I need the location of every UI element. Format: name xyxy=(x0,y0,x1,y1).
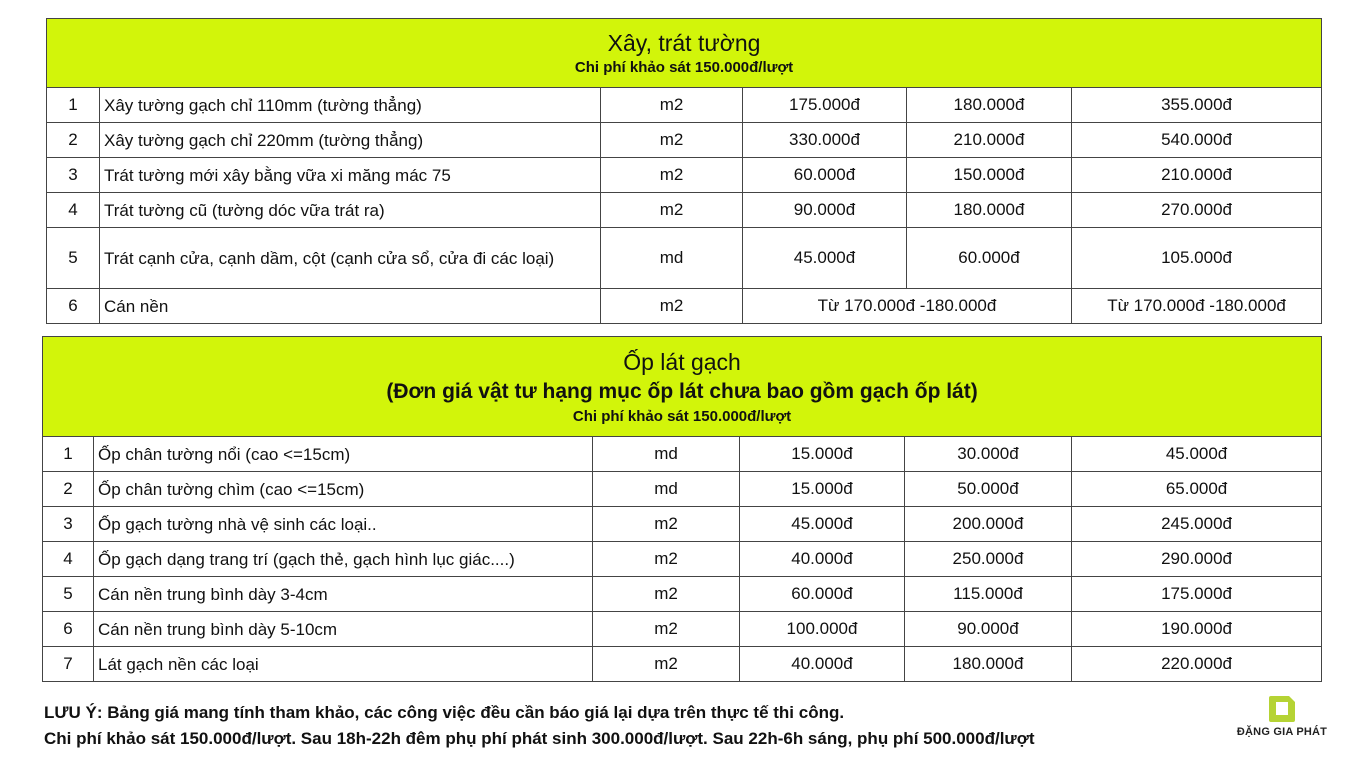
price-range-cell: Từ 170.000đ -180.000đ xyxy=(743,289,1072,324)
table-row xyxy=(47,289,1322,324)
table-row xyxy=(43,577,1322,612)
total-cell: 540.000đ xyxy=(1072,123,1322,158)
row-number: 5 xyxy=(47,228,100,289)
footer-note xyxy=(44,700,1034,752)
work-item-name: Cán nền trung bình dày 3-4cm xyxy=(94,577,593,612)
table-row xyxy=(43,507,1322,542)
unit-cell: m2 xyxy=(593,647,740,682)
work-item-name: Ốp chân tường nổi (cao <=15cm) xyxy=(94,437,593,472)
total-cell: 210.000đ xyxy=(1072,158,1322,193)
table-row xyxy=(43,437,1322,472)
work-item-name: Cán nền trung bình dày 5-10cm xyxy=(94,612,593,647)
labor-price-cell: 100.000đ xyxy=(740,612,905,647)
labor-price-cell: 60.000đ xyxy=(743,158,907,193)
work-item-name: Trát tường mới xây bằng vữa xi măng mác 75 xyxy=(100,158,601,193)
labor-price-cell: 45.000đ xyxy=(740,507,905,542)
total-cell: 45.000đ xyxy=(1072,437,1322,472)
unit-cell: m2 xyxy=(601,158,743,193)
table-row xyxy=(47,88,1322,123)
unit-cell: m2 xyxy=(593,612,740,647)
survey-fee-note: Chi phí khảo sát 150.000đ/lượt xyxy=(572,407,792,425)
row-number: 2 xyxy=(43,472,94,507)
total-cell: Từ 170.000đ -180.000đ xyxy=(1072,289,1322,324)
total-cell: 105.000đ xyxy=(1072,228,1322,289)
total-cell: 355.000đ xyxy=(1072,88,1322,123)
total-cell: 175.000đ xyxy=(1072,577,1322,612)
labor-price-cell: 15.000đ xyxy=(740,437,905,472)
section-header-cell xyxy=(43,337,1322,437)
table-row xyxy=(47,123,1322,158)
unit-cell: m2 xyxy=(593,542,740,577)
work-item-name: Ốp gạch dạng trang trí (gạch thẻ, gạch hình lục giác....) xyxy=(94,542,593,577)
table-row xyxy=(47,193,1322,228)
work-item-name: Cán nền xyxy=(100,289,601,324)
section-title: Ốp lát gạch xyxy=(623,348,741,375)
labor-price-cell: 40.000đ xyxy=(740,542,905,577)
labor-price-cell: 40.000đ xyxy=(740,647,905,682)
unit-cell: m2 xyxy=(601,88,743,123)
labor-price-cell: 15.000đ xyxy=(740,472,905,507)
row-number: 1 xyxy=(43,437,94,472)
material-price-cell: 30.000đ xyxy=(905,437,1072,472)
row-number: 4 xyxy=(47,193,100,228)
unit-cell: m2 xyxy=(593,577,740,612)
material-price-cell: 200.000đ xyxy=(905,507,1072,542)
table-row xyxy=(43,647,1322,682)
material-price-cell: 60.000đ xyxy=(907,228,1072,289)
section-header-cell xyxy=(47,19,1322,88)
row-number: 2 xyxy=(47,123,100,158)
section-header xyxy=(43,337,1322,437)
row-number: 1 xyxy=(47,88,100,123)
price-table-op-lat xyxy=(42,336,1322,682)
material-price-cell: 210.000đ xyxy=(907,123,1072,158)
labor-price-cell: 175.000đ xyxy=(743,88,907,123)
total-cell: 220.000đ xyxy=(1072,647,1322,682)
row-number: 6 xyxy=(47,289,100,324)
unit-cell: m2 xyxy=(601,123,743,158)
material-price-cell: 180.000đ xyxy=(905,647,1072,682)
unit-cell: m2 xyxy=(601,193,743,228)
row-number: 5 xyxy=(43,577,94,612)
total-cell: 190.000đ xyxy=(1072,612,1322,647)
total-cell: 290.000đ xyxy=(1072,542,1322,577)
total-cell: 65.000đ xyxy=(1072,472,1322,507)
work-item-name: Trát cạnh cửa, cạnh dầm, cột (cạnh cửa sổ, cửa đi các loại) xyxy=(100,228,601,289)
footer-line-2: Chi phí khảo sát 150.000đ/lượt. Sau 18h-22h đêm phụ phí phát sinh 300.000đ/lượt. Sau 22h-6h sáng, phụ phí 500.000đ/lượt xyxy=(44,729,1035,748)
row-number: 6 xyxy=(43,612,94,647)
total-cell: 245.000đ xyxy=(1072,507,1322,542)
footer-line-1: LƯU Ý: Bảng giá mang tính tham khảo, các công việc đều cần báo giá lại dựa trên thực tế thi công. xyxy=(44,703,845,722)
labor-price-cell: 330.000đ xyxy=(743,123,907,158)
unit-cell: md xyxy=(593,472,740,507)
work-item-name: Xây tường gạch chỉ 220mm (tường thẳng) xyxy=(100,123,601,158)
section-title: Xây, trát tường xyxy=(607,30,761,56)
total-cell: 270.000đ xyxy=(1072,193,1322,228)
table-row xyxy=(43,472,1322,507)
unit-cell: m2 xyxy=(601,289,743,324)
row-number: 7 xyxy=(43,647,94,682)
unit-cell: md xyxy=(601,228,743,289)
company-logo xyxy=(1232,694,1332,744)
unit-cell: md xyxy=(593,437,740,472)
work-item-name: Xây tường gạch chỉ 110mm (tường thẳng) xyxy=(100,88,601,123)
labor-price-cell: 60.000đ xyxy=(740,577,905,612)
work-item-name: Trát tường cũ (tường dóc vữa trát ra) xyxy=(100,193,601,228)
table-row xyxy=(43,612,1322,647)
logo-mark-icon xyxy=(1267,694,1297,724)
work-item-name: Lát gạch nền các loại xyxy=(94,647,593,682)
work-item-name: Ốp chân tường chìm (cao <=15cm) xyxy=(94,472,593,507)
material-price-cell: 150.000đ xyxy=(907,158,1072,193)
work-item-name: Ốp gạch tường nhà vệ sinh các loại.. xyxy=(94,507,593,542)
material-price-cell: 180.000đ xyxy=(907,88,1072,123)
section-header xyxy=(47,19,1322,88)
labor-price-cell: 45.000đ xyxy=(743,228,907,289)
section-subtitle: (Đơn giá vật tư hạng mục ốp lát chưa bao gồm gạch ốp lát) xyxy=(386,379,978,403)
labor-price-cell: 90.000đ xyxy=(743,193,907,228)
table-row xyxy=(43,542,1322,577)
table-row xyxy=(47,228,1322,289)
material-price-cell: 50.000đ xyxy=(905,472,1072,507)
material-price-cell: 90.000đ xyxy=(905,612,1072,647)
table-row xyxy=(47,158,1322,193)
price-table-xay-trat xyxy=(46,18,1322,324)
row-number: 3 xyxy=(43,507,94,542)
unit-cell: m2 xyxy=(593,507,740,542)
row-number: 3 xyxy=(47,158,100,193)
row-number: 4 xyxy=(43,542,94,577)
survey-fee-note: Chi phí khảo sát 150.000đ/lượt xyxy=(574,59,794,76)
material-price-cell: 250.000đ xyxy=(905,542,1072,577)
material-price-cell: 115.000đ xyxy=(905,577,1072,612)
material-price-cell: 180.000đ xyxy=(907,193,1072,228)
logo-text: ĐẶNG GIA PHÁT xyxy=(1236,726,1328,738)
